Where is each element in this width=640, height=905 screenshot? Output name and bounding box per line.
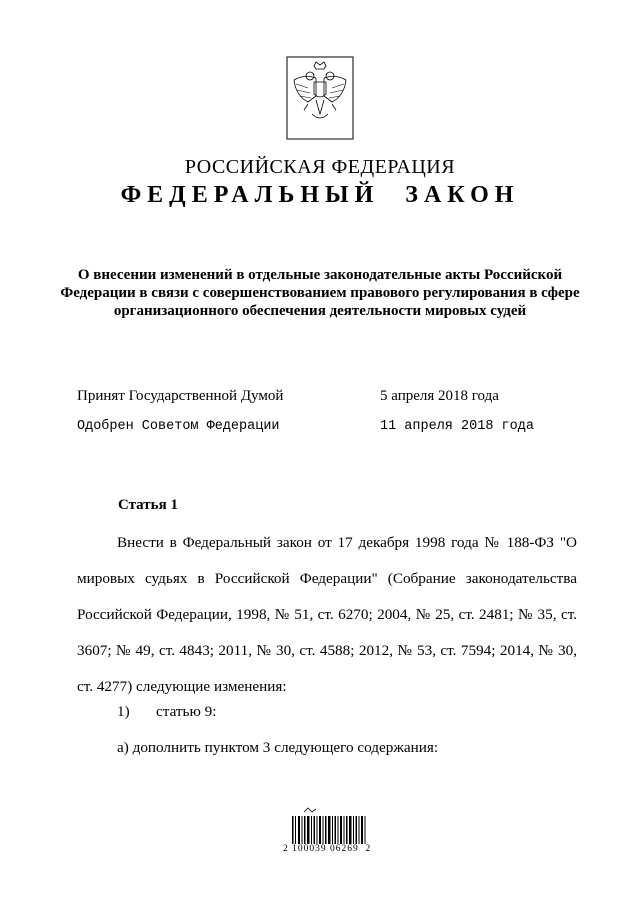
article-body-paragraph: Внести в Федеральный закон от 17 декабря 1998 года № 188-ФЗ "О мировых судьях в Российской Федерации" (Собрание законодательства Российской Федерации, 1998, № 51, ст. 6270; 2004, № 25, ст. 2481; № 35, ст. 3607; № 49, ст. 4843; 2011, № 30, ст. 4588; 2012, № 53, ст. 7594; 2014, № 30, ст. 4277) следующие изменения: — [77, 534, 577, 695]
duma-adoption-date: 5 апреля 2018 года — [380, 388, 499, 404]
document-type-heading: ФЕДЕРАЛЬНЫЙ ЗАКОН — [120, 182, 520, 208]
article-heading: Статья 1 — [118, 497, 178, 513]
item-text: статью 9: — [156, 703, 217, 720]
law-title: О внесении изменений в отдельные законодательные акты Российской Федерации в связи с совершенствованием правового регулирования в сфере организационного обеспечения деятельности мировых судей — [60, 267, 580, 319]
item-number: 1) — [117, 703, 130, 720]
duma-adoption-label: Принят Государственной Думой — [77, 388, 284, 404]
council-approval-date: 11 апреля 2018 года — [380, 419, 534, 434]
subitem-text: а) дополнить пунктом 3 следующего содержания: — [117, 739, 439, 756]
coat-of-arms-emblem — [286, 56, 354, 140]
barcode-image — [290, 806, 370, 848]
country-heading: РОССИЙСКАЯ ФЕДЕРАЦИЯ — [184, 156, 456, 178]
council-approval-label: Одобрен Советом Федерации — [77, 419, 280, 434]
barcode-number: 2 100039 06269 2 — [283, 844, 372, 854]
